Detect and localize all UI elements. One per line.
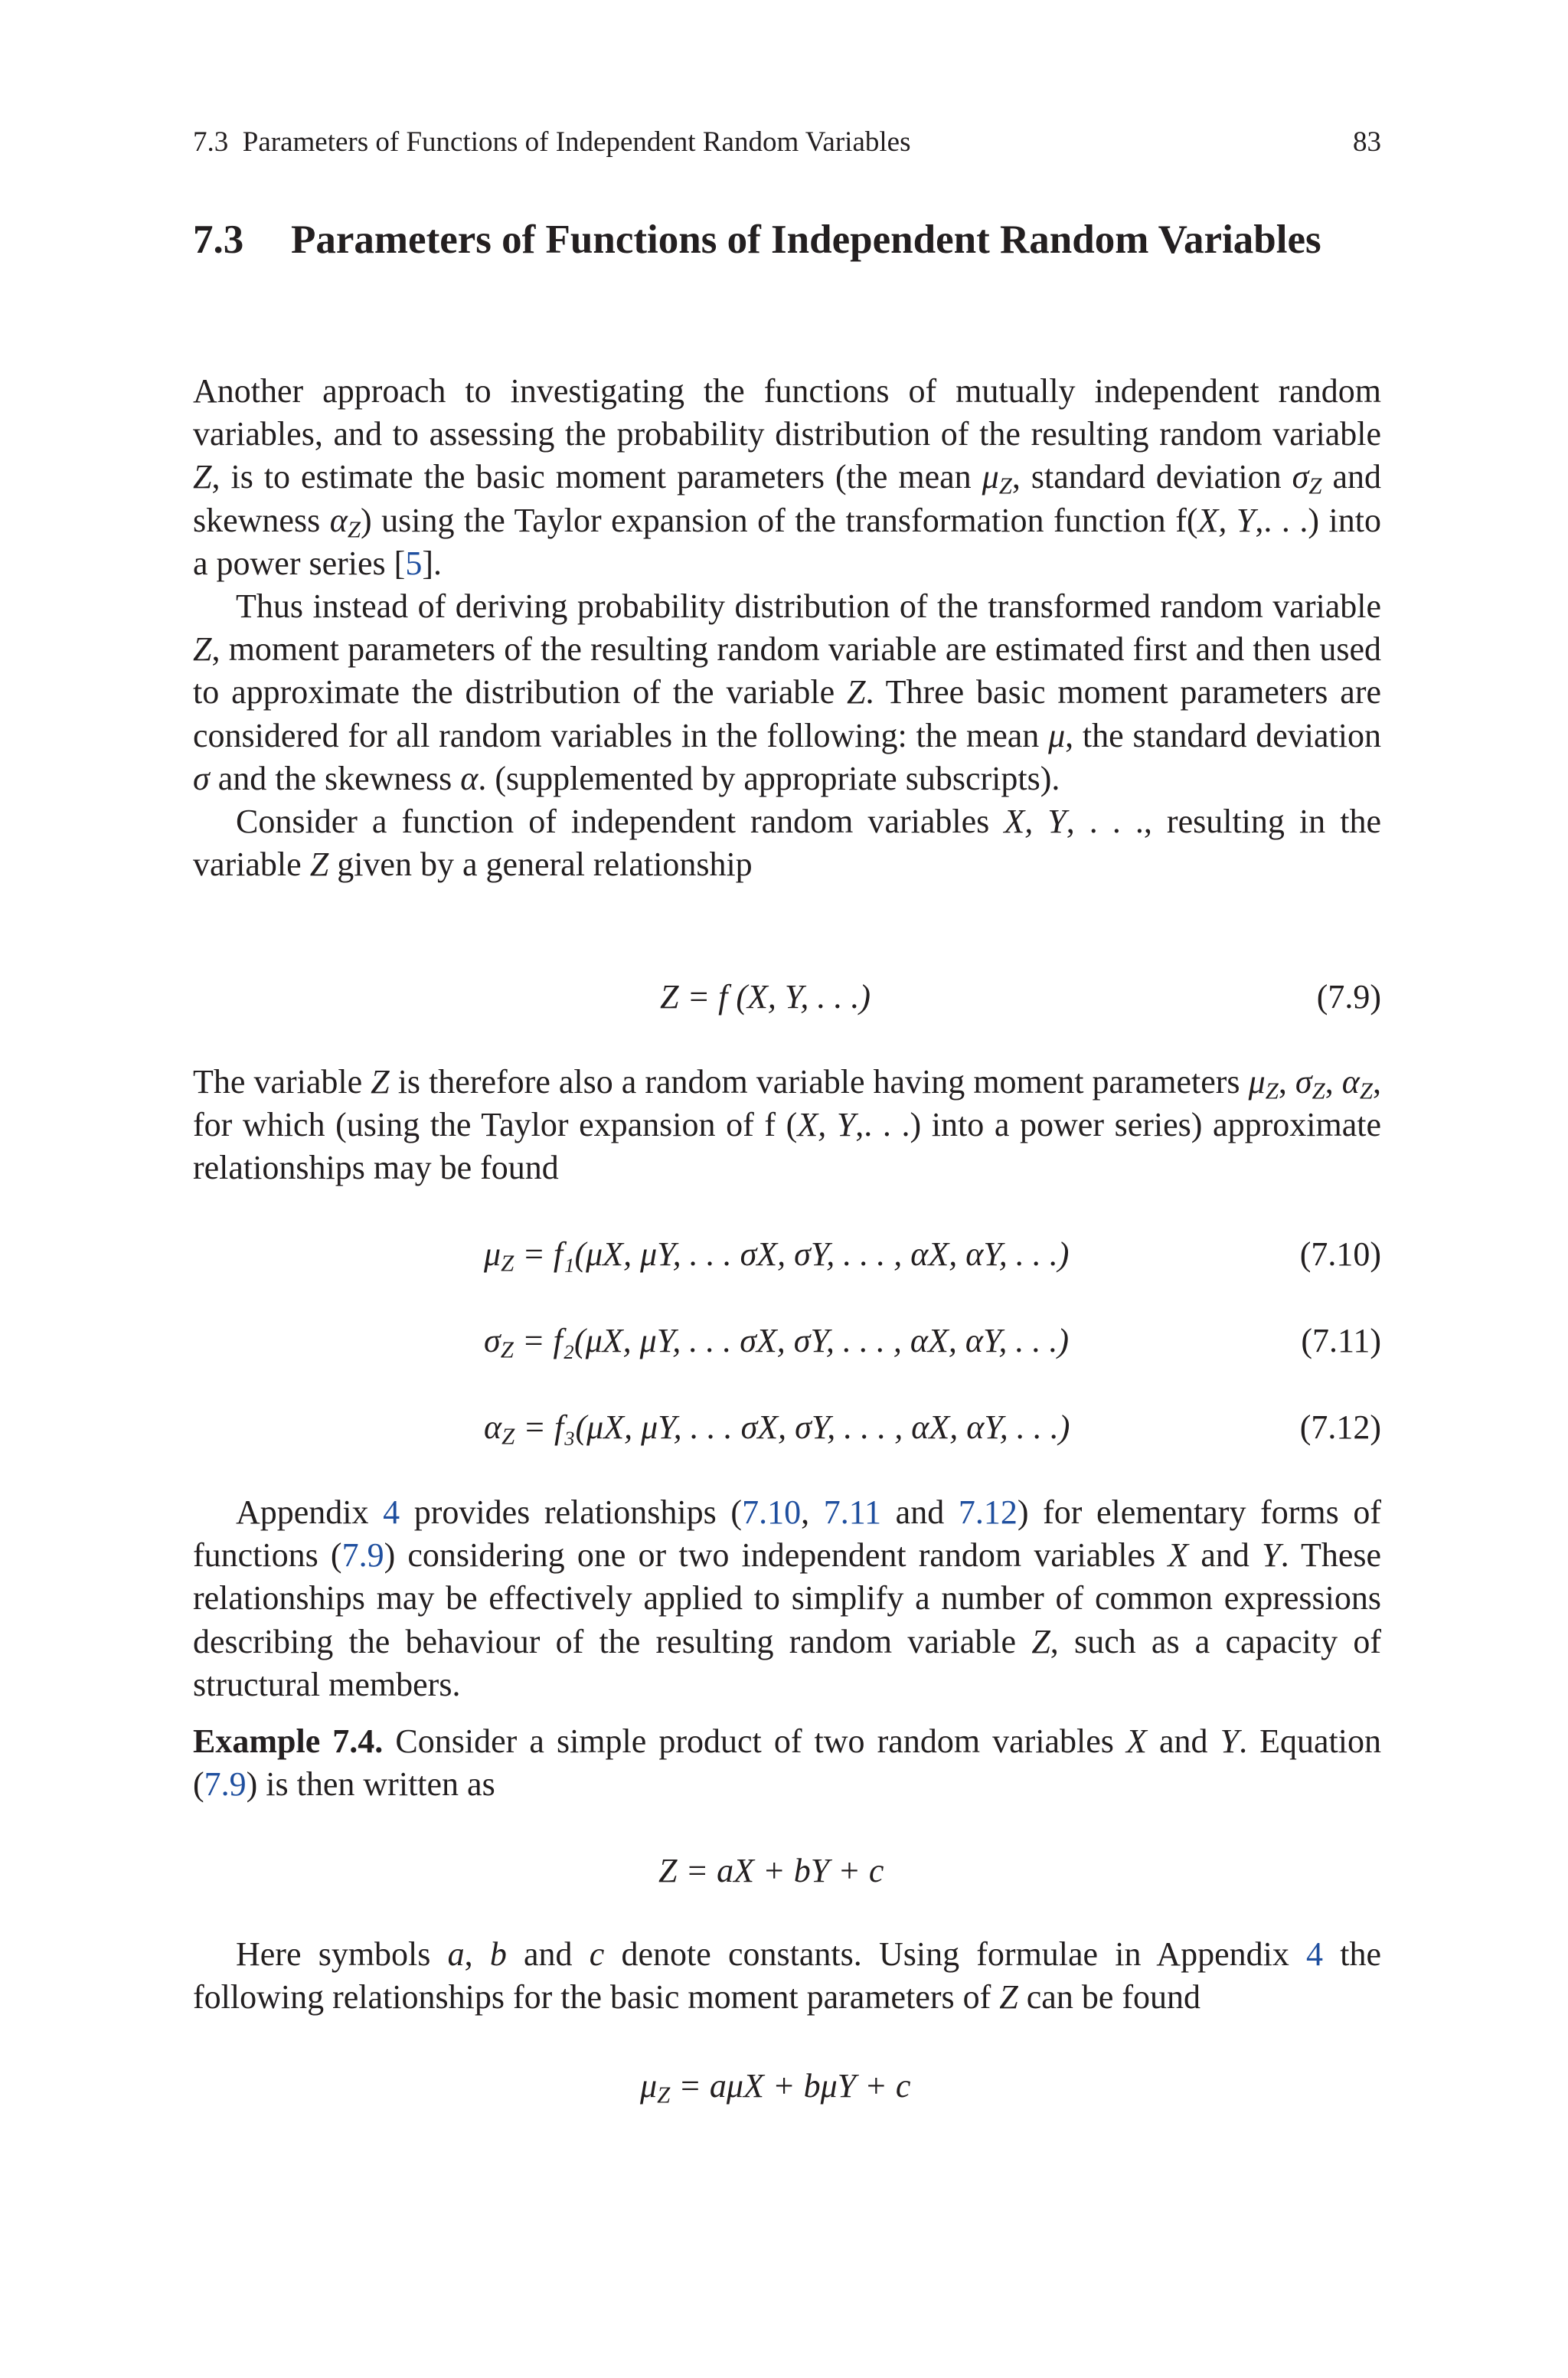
text: , is to estimate the basic moment parameters (the mean — [211, 458, 982, 496]
math-var: α — [484, 1408, 502, 1446]
text: ) is then written as — [246, 1765, 495, 1804]
text: the following relationships for the basic moment parameters of — [193, 1935, 1382, 2017]
math-var: Y — [1220, 1722, 1240, 1760]
math-var: c — [589, 1935, 605, 1973]
math-var: σ — [1295, 1063, 1312, 1101]
equation-label: (7.10) — [1299, 1235, 1381, 1273]
paragraph-1 — [193, 370, 1381, 585]
equation-label: (7.9) — [1316, 978, 1381, 1016]
equation-expression: Z = f (X, Y, . . .) — [660, 978, 871, 1016]
text: , standard deviation — [1011, 458, 1292, 496]
page-number: 83 — [1353, 126, 1381, 158]
paragraph-2 — [193, 585, 1381, 800]
math-var: Z — [371, 1063, 390, 1101]
citation-link[interactable]: 5 — [405, 544, 423, 582]
equation-link[interactable]: 7.12 — [958, 1493, 1018, 1531]
math-var: μ — [1048, 716, 1066, 754]
text: and skewness — [193, 458, 1381, 539]
text: . Equation ( — [193, 1722, 1382, 1804]
text: and — [506, 1935, 590, 1973]
text: and — [1188, 1536, 1263, 1575]
appendix-link[interactable]: 4 — [383, 1493, 400, 1531]
math-text: = f₃(μX, μY, . . . σX, σY, . . . , αX, αY, . . .) — [514, 1408, 1070, 1446]
text: ,. . .) into a power series) approximate relationships may be found — [193, 1106, 1381, 1187]
math-var: μ — [484, 1235, 501, 1273]
math-var: Z — [999, 1978, 1018, 2017]
running-head-title: Parameters of Functions of Independent Random Variables — [242, 126, 911, 158]
math-sub: Z — [501, 1423, 515, 1450]
equation-expression — [484, 1233, 1069, 1276]
example-paragraph — [193, 1720, 1381, 1806]
math-sub: Z — [1308, 473, 1322, 500]
math-sub: Z — [500, 1336, 514, 1363]
text: Thus instead of deriving probability distribution of the transformed random variable — [236, 587, 1381, 626]
text: Another approach to investigating the functions of mutually independent random variables, and to assessing the probability distribution of the resulting random variable — [193, 372, 1381, 453]
text: can be found — [1018, 1978, 1201, 2017]
paragraph-3 — [193, 800, 1381, 886]
math-sub: Z — [1359, 1078, 1374, 1104]
paragraph-5: Appendix 4 provides relationships (7.10, 7.11 and 7.12) for elementary forms of functions (7.9) considering one or two independent random variables X and Y. These relationships may be effectively applied to simplify a number of common expressions describing the behaviour of the resulting random variable Z, such as a capacity of structural members. — [193, 1493, 1382, 1703]
running-head-section: 7.3 — [193, 126, 229, 158]
math-var: σ — [484, 1322, 501, 1359]
example-label: Example 7.4. — [193, 1722, 384, 1760]
text: , the standard deviation — [1065, 716, 1382, 754]
math-var: Z — [193, 458, 212, 496]
text: Consider a function of independent random variables — [236, 803, 1004, 841]
equation-expression — [640, 2065, 910, 2108]
text: and — [881, 1493, 959, 1531]
math-var: X, Y — [797, 1106, 856, 1144]
math-text: = f₁(μX, μY, . . . σX, σY, . . . , αX, αY, . . .) — [514, 1235, 1070, 1273]
math-var: α — [1341, 1063, 1360, 1101]
text: and the skewness — [209, 759, 461, 797]
section-title: Parameters of Functions of Independent Random Variables — [291, 218, 1321, 262]
math-var: X — [1126, 1722, 1147, 1760]
text: The variable — [193, 1063, 371, 1101]
math-var: a — [447, 1935, 465, 1973]
text: ]. — [422, 544, 442, 582]
equation-link[interactable]: 7.11 — [823, 1493, 882, 1531]
math-var: μ — [982, 458, 999, 496]
math-text: = aμX + bμY + c — [670, 2067, 911, 2105]
text: is therefore also a random variable having moment parameters — [389, 1063, 1249, 1101]
math-var: σ — [193, 759, 210, 797]
text: , for which (using the Taylor expansion of f ( — [193, 1063, 1382, 1144]
text: given by a general relationship — [328, 846, 753, 884]
text: and — [1146, 1722, 1220, 1760]
math-var: X, Y — [1197, 501, 1256, 539]
math-sub: Z — [1265, 1078, 1279, 1104]
math-sub: Z — [657, 2082, 671, 2108]
math-var: Z — [193, 630, 212, 669]
math-sub: Z — [1312, 1078, 1325, 1104]
math-var: α — [460, 759, 479, 797]
math-var: α — [329, 501, 348, 539]
text: , — [464, 1935, 490, 1973]
text: Consider a simple product of two random variables — [383, 1722, 1127, 1760]
text: Here symbols — [236, 1935, 448, 1973]
text: ) for elementary forms of functions ( — [193, 1493, 1382, 1575]
text: , such as a capacity of structural members. — [193, 1622, 1382, 1703]
text: , . . ., resulting in the variable — [193, 803, 1381, 884]
equation-expression — [484, 1320, 1069, 1362]
math-var: μ — [640, 2067, 658, 2105]
section-number: 7.3 — [193, 218, 244, 262]
math-var: μ — [1248, 1063, 1266, 1101]
paragraph-5-block — [193, 1491, 1381, 1706]
text: . These relationships may be effectively applied to simplify a number of common expressions describing the behaviour of the resulting random variable — [193, 1536, 1382, 1660]
equation-label: (7.12) — [1299, 1408, 1381, 1446]
intro-paragraphs — [193, 370, 1381, 886]
math-sub: Z — [998, 473, 1012, 500]
text: ) using the Taylor expansion of the transformation function f( — [360, 501, 1198, 539]
paragraph-4: The variable Z is therefore also a random variable having moment parameters $\mu_Z$, $\sigma_Z$, $\alpha_Z$, for which (using the Taylor expansion of f (X, Y,. . .) into a power series) approximate relationships may be found — [193, 1063, 1382, 1187]
math-var: X — [1168, 1536, 1189, 1575]
equation-expression: Z = aX + bY + c — [658, 1852, 884, 1889]
text: Appendix — [236, 1493, 384, 1531]
text: . (supplemented by appropriate subscripts). — [478, 759, 1060, 797]
equation-expression — [484, 1406, 1070, 1449]
math-var: X, Y — [1004, 803, 1067, 841]
example-block — [193, 1720, 1381, 1806]
equation-label: (7.11) — [1301, 1322, 1381, 1359]
math-var: b — [489, 1935, 507, 1973]
section-heading — [193, 214, 1387, 265]
math-text: = f₂(μX, μY, . . . σX, σY, . . . , αX, αY, . . .) — [513, 1322, 1070, 1359]
text: ) considering one or two independent random variables — [384, 1536, 1168, 1575]
text: provides relationships ( — [400, 1493, 743, 1531]
text: denote constants. Using formulae in Appendix — [604, 1935, 1307, 1973]
math-var: Z — [1031, 1622, 1050, 1660]
math-var: Z — [309, 846, 329, 884]
paragraph-6 — [193, 1933, 1381, 2019]
text: ,. . .) into a power series [ — [193, 501, 1381, 582]
math-var: Y — [1262, 1536, 1281, 1575]
math-var: Z — [847, 673, 866, 711]
equation-link[interactable]: 7.9 — [341, 1536, 384, 1575]
text: . Three basic moment parameters are considered for all random variables in the following: the mean — [193, 673, 1382, 754]
math-sub: Z — [347, 516, 361, 543]
equation-link[interactable]: 7.9 — [204, 1765, 247, 1804]
appendix-link[interactable]: 4 — [1306, 1935, 1324, 1973]
math-var: σ — [1292, 458, 1309, 496]
math-sub: Z — [501, 1250, 514, 1277]
paragraph-4-block — [193, 1061, 1381, 1190]
paragraph-6-block — [193, 1933, 1381, 2019]
running-head — [193, 126, 1381, 159]
text: , moment parameters of the resulting random variable are estimated first and then used to approximate the distribution of the variable — [193, 630, 1381, 711]
equation-link[interactable]: 7.10 — [742, 1493, 802, 1531]
